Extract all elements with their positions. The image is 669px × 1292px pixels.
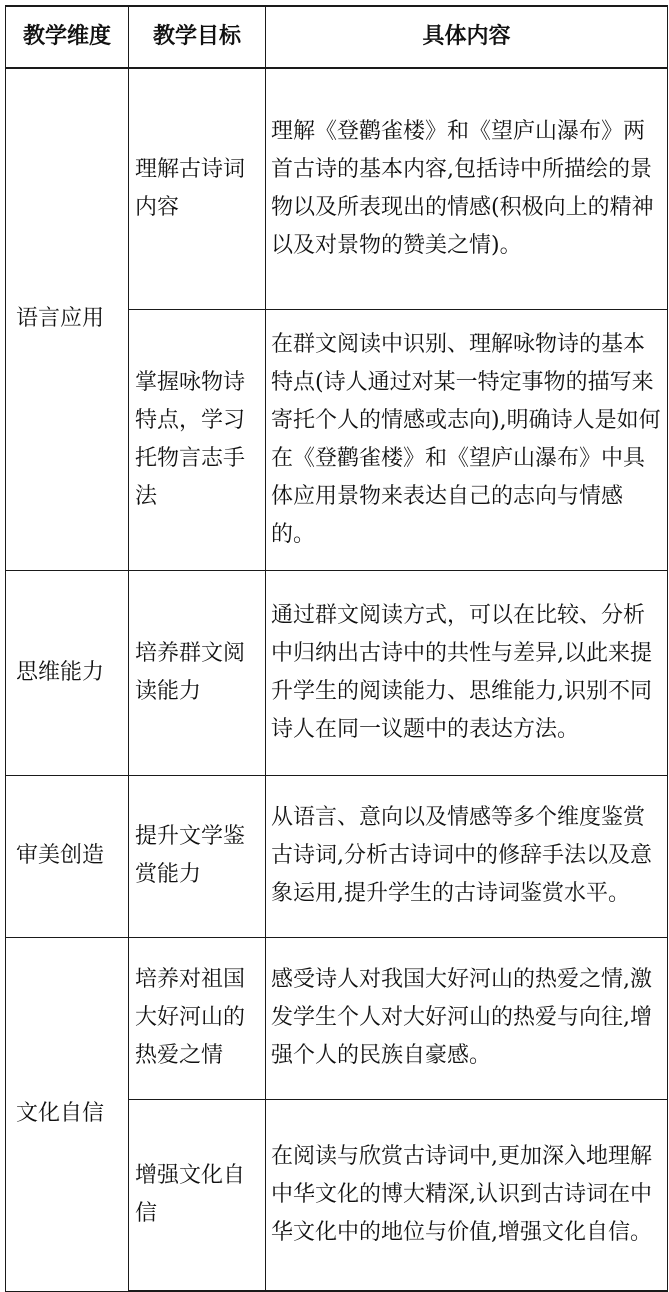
content-cell: 在阅读与欣赏古诗词中,更加深入地理解中华文化的博大精深,认识到古诗词在中华文化中的地位与价值,增强文化自信。 xyxy=(266,1099,668,1291)
goal-cell: 增强文化自信 xyxy=(129,1099,266,1291)
table-header-row xyxy=(6,6,668,68)
header-goal: 教学目标 xyxy=(129,6,266,68)
content-cell: 通过群文阅读方式，可以在比较、分析中归纳出古诗中的共性与差异,以此来提升学生的阅读能力、思维能力,识别不同诗人在同一议题中的表达方法。 xyxy=(266,570,668,775)
table-row xyxy=(6,775,668,937)
table-row xyxy=(6,937,668,1099)
content-cell: 在群文阅读中识别、理解咏物诗的基本特点(诗人通过对某一特定事物的描写来寄托个人的情感或志向),明确诗人是如何在《登鹳雀楼》和《望庐山瀑布》中具体应用景物来表达自己的志向与情感的。 xyxy=(266,309,668,570)
header-dimension: 教学维度 xyxy=(6,6,129,68)
goal-cell: 培养群文阅读能力 xyxy=(129,570,266,775)
goal-cell: 掌握咏物诗特点，学习托物言志手法 xyxy=(129,309,266,570)
goal-cell: 培养对祖国大好河山的热爱之情 xyxy=(129,937,266,1099)
dimension-cell: 审美创造 xyxy=(6,775,129,937)
content-cell: 理解《登鹳雀楼》和《望庐山瀑布》两首古诗的基本内容,包括诗中所描绘的景物以及所表现出的情感(积极向上的精神以及对景物的赞美之情)。 xyxy=(266,68,668,309)
dimension-cell: 思维能力 xyxy=(6,570,129,775)
dimension-cell: 文化自信 xyxy=(6,937,129,1291)
goal-cell: 提升文学鉴赏能力 xyxy=(129,775,266,937)
dimension-cell: 语言应用 xyxy=(6,68,129,570)
goal-cell: 理解古诗词内容 xyxy=(129,68,266,309)
teaching-goals-table xyxy=(5,5,668,1292)
table-row xyxy=(6,68,668,309)
content-cell: 感受诗人对我国大好河山的热爱之情,激发学生个人对大好河山的热爱与向往,增强个人的民族自豪感。 xyxy=(266,937,668,1099)
table-row xyxy=(6,570,668,775)
header-content: 具体内容 xyxy=(266,6,668,68)
content-cell: 从语言、意向以及情感等多个维度鉴赏古诗词,分析古诗词中的修辞手法以及意象运用,提升学生的古诗词鉴赏水平。 xyxy=(266,775,668,937)
